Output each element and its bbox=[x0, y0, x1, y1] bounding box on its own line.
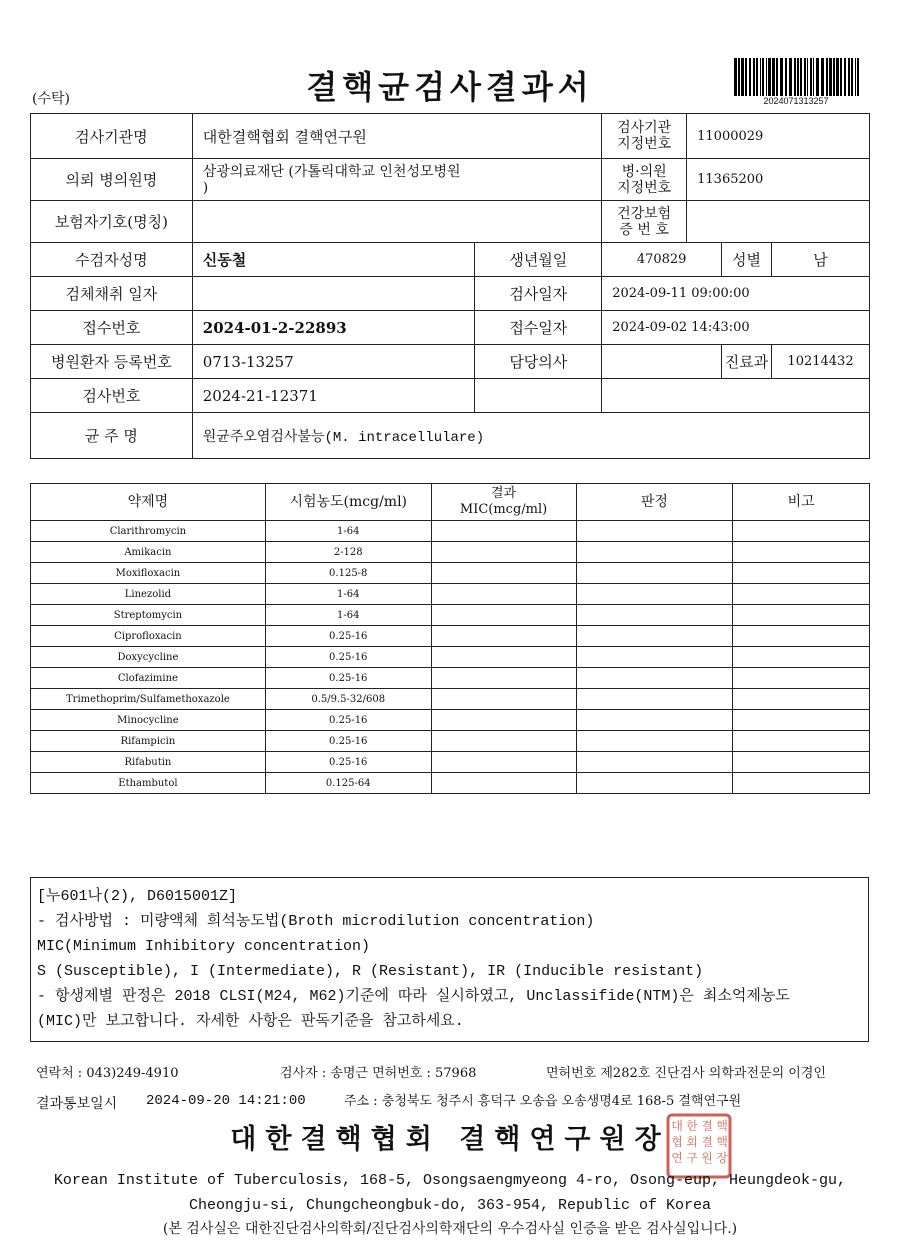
barcode-bar bbox=[785, 58, 787, 96]
seal-glyph: 원 bbox=[701, 1151, 713, 1165]
test-concentration: 1-64 bbox=[265, 521, 431, 542]
table-row bbox=[31, 542, 870, 563]
judgement bbox=[576, 710, 733, 731]
seal-glyph: 한 bbox=[686, 1119, 698, 1133]
remark bbox=[733, 626, 870, 647]
hospital-id-label: 병·의원 지정번호 bbox=[602, 159, 687, 201]
species-label: 균 주 명 bbox=[31, 413, 193, 459]
lab-id: 11000029 bbox=[687, 114, 870, 159]
barcode-bar bbox=[794, 58, 796, 96]
insured-value bbox=[192, 201, 601, 243]
remark bbox=[733, 710, 870, 731]
lab-id-label: 검사기관 지정번호 bbox=[602, 114, 687, 159]
barcode-bar bbox=[772, 58, 775, 96]
registration-number: 0713-13257 bbox=[192, 345, 475, 379]
barcode-bar bbox=[833, 58, 835, 96]
barcode-bar bbox=[776, 58, 778, 96]
barcode-bar bbox=[734, 58, 737, 96]
seal-glyph: 회 bbox=[686, 1135, 698, 1149]
drug-name: Clofazimine bbox=[31, 668, 266, 689]
remark bbox=[733, 647, 870, 668]
test-concentration: 0.125-8 bbox=[265, 563, 431, 584]
barcode-bar bbox=[766, 58, 767, 96]
table-row bbox=[31, 710, 870, 731]
doctor-label: 담당의사 bbox=[475, 345, 602, 379]
remark bbox=[733, 731, 870, 752]
drug-name: Doxycycline bbox=[31, 647, 266, 668]
mic-result bbox=[431, 773, 576, 794]
concentration-header: 시험농도(mcg/ml) bbox=[265, 484, 431, 521]
test-date-label: 검사일자 bbox=[475, 277, 602, 311]
judgement bbox=[576, 563, 733, 584]
barcode-bar bbox=[749, 58, 751, 96]
drug-name: Trimethoprim/Sulfamethoxazole bbox=[31, 689, 266, 710]
mic-result bbox=[431, 563, 576, 584]
drug-name: Amikacin bbox=[31, 542, 266, 563]
judgement bbox=[576, 689, 733, 710]
tester: 검사자 : 송명근 면허번호 : 57968 bbox=[280, 1066, 477, 1081]
barcode-bar bbox=[836, 58, 839, 96]
mic-result bbox=[431, 668, 576, 689]
test-concentration: 0.25-16 bbox=[265, 752, 431, 773]
receipt-number: 2024-01-2-22893 bbox=[192, 311, 475, 345]
barcode-bar bbox=[855, 58, 856, 96]
remark bbox=[733, 542, 870, 563]
barcode-bar bbox=[857, 58, 859, 96]
mic-result bbox=[431, 605, 576, 626]
report-time-label: 결과통보일시 bbox=[36, 1096, 118, 1112]
note-line: MIC(Minimum Inhibitory concentration) bbox=[37, 938, 371, 955]
seal-glyph: 대 bbox=[671, 1119, 683, 1133]
judgement bbox=[576, 626, 733, 647]
barcode-bar bbox=[780, 58, 783, 96]
seal-glyph: 핵 bbox=[716, 1135, 728, 1149]
note-line: [누601나(2), D6015001Z] bbox=[37, 888, 238, 905]
test-number: 2024-21-12371 bbox=[192, 379, 475, 413]
note-line: - 항생제별 판정은 2018 CLSI(M24, M62)기준에 따라 실시하였고, Unclassifide(NTM)은 최소억제농도 bbox=[37, 988, 790, 1005]
test-concentration: 0.25-16 bbox=[265, 647, 431, 668]
barcode-bar bbox=[826, 58, 828, 96]
remark bbox=[733, 605, 870, 626]
patient-info-table bbox=[30, 113, 870, 459]
organization-title: 대한결핵협회 결핵연구원장 bbox=[230, 1124, 670, 1155]
seal-glyph: 결 bbox=[701, 1119, 713, 1133]
judgement bbox=[576, 773, 733, 794]
table-row bbox=[31, 731, 870, 752]
judgement bbox=[576, 668, 733, 689]
patient-name-label: 수검자성명 bbox=[31, 243, 193, 277]
english-address-line1: Korean Institute of Tuberculosis, 168-5, Osongsaengmyeong 4-ro, Osong-eup, Heungdeok-gu, bbox=[53, 1172, 847, 1189]
barcode-bar bbox=[762, 58, 764, 96]
lab-name-label: 검사기관명 bbox=[31, 114, 193, 159]
collection-date-label: 검체채취 일자 bbox=[31, 277, 193, 311]
drug-name: Rifabutin bbox=[31, 752, 266, 773]
test-concentration: 1-64 bbox=[265, 605, 431, 626]
barcode-bar bbox=[816, 58, 819, 96]
department-label: 진료과 bbox=[722, 345, 772, 379]
judgement bbox=[576, 605, 733, 626]
judgement bbox=[576, 752, 733, 773]
table-row bbox=[31, 647, 870, 668]
drug-name: Streptomycin bbox=[31, 605, 266, 626]
table-row bbox=[31, 689, 870, 710]
sex-label: 성별 bbox=[722, 243, 772, 277]
registration-label: 병원환자 등록번호 bbox=[31, 345, 193, 379]
table-row bbox=[31, 563, 870, 584]
remark bbox=[733, 773, 870, 794]
lab-name: 대한결핵협회 결핵연구원 bbox=[192, 114, 601, 159]
specialist: 면허번호 제282호 진단검사 의학과전문의 이경인 bbox=[546, 1066, 826, 1081]
test-concentration: 0.25-16 bbox=[265, 668, 431, 689]
test-concentration: 0.25-16 bbox=[265, 626, 431, 647]
test-concentration: 0.5/9.5-32/608 bbox=[265, 689, 431, 710]
collection-date bbox=[192, 277, 475, 311]
empty-cell bbox=[602, 379, 870, 413]
mic-result bbox=[431, 752, 576, 773]
table-row bbox=[31, 773, 870, 794]
method-notes bbox=[30, 877, 869, 1042]
hospital-label: 의뢰 병의원명 bbox=[31, 159, 193, 201]
table-row bbox=[31, 752, 870, 773]
mic-result bbox=[431, 710, 576, 731]
remark bbox=[733, 752, 870, 773]
judgement bbox=[576, 731, 733, 752]
test-concentration: 1-64 bbox=[265, 584, 431, 605]
drug-name: Minocycline bbox=[31, 710, 266, 731]
certification-note: (본 검사실은 대한진단검사의학회/진단검사의학재단의 우수검사실 인증을 받은 검사실입니다.) bbox=[162, 1221, 738, 1237]
copy-label: (수탁) bbox=[32, 91, 70, 107]
drug-header: 약제명 bbox=[31, 484, 266, 521]
english-address-line2: Cheongju-si, Chungcheongbuk-do, 363-954, Republic of Korea bbox=[188, 1197, 712, 1214]
drug-name: Rifampicin bbox=[31, 731, 266, 752]
table-row bbox=[31, 584, 870, 605]
mic-result bbox=[431, 689, 576, 710]
note-line: S (Susceptible), I (Intermediate), R (Resistant), IR (Inducible resistant) bbox=[37, 963, 704, 980]
department-value: 10214432 bbox=[772, 345, 870, 379]
seal-glyph: 연 bbox=[671, 1151, 683, 1165]
receipt-date: 2024-09-02 14:43:00 bbox=[602, 311, 870, 345]
barcode-bar bbox=[797, 58, 799, 96]
barcode-bar bbox=[813, 58, 814, 96]
mic-result bbox=[431, 521, 576, 542]
note-line: (MIC)만 보고합니다. 자세한 사항은 판독기준을 참고하세요. bbox=[37, 1013, 464, 1030]
barcode-bar bbox=[851, 58, 853, 96]
table-row bbox=[31, 521, 870, 542]
official-seal bbox=[665, 1112, 733, 1180]
barcode-bar bbox=[760, 58, 761, 96]
remark bbox=[733, 521, 870, 542]
table-row bbox=[31, 605, 870, 626]
barcode-bar bbox=[789, 58, 792, 96]
table-row bbox=[31, 626, 870, 647]
hospital-id: 11365200 bbox=[687, 159, 870, 201]
remark bbox=[733, 668, 870, 689]
drug-name: Linezolid bbox=[31, 584, 266, 605]
report-time: 2024-09-20 14:21:00 bbox=[146, 1093, 306, 1109]
contact: 연락처 : 043)249-4910 bbox=[36, 1066, 179, 1081]
barcode-bar bbox=[745, 58, 747, 96]
document-title: 결핵균검사결과서 bbox=[306, 68, 594, 106]
health-insurance-label: 건강보험 증 번 호 bbox=[602, 201, 687, 243]
barcode-bar bbox=[800, 58, 802, 96]
barcode-bar bbox=[848, 58, 850, 96]
empty-cell bbox=[475, 379, 602, 413]
test-concentration: 0.25-16 bbox=[265, 710, 431, 731]
remark bbox=[733, 689, 870, 710]
seal-glyph: 구 bbox=[686, 1151, 698, 1165]
judgement bbox=[576, 521, 733, 542]
note-line: - 검사방법 : 미량액체 희석농도법(Broth microdilution concentration) bbox=[37, 913, 595, 930]
judgement bbox=[576, 647, 733, 668]
health-insurance-value bbox=[687, 201, 870, 243]
seal-glyph: 핵 bbox=[716, 1119, 728, 1133]
remark-header: 비고 bbox=[733, 484, 870, 521]
doctor-value bbox=[602, 345, 722, 379]
barcode-bar bbox=[829, 58, 832, 96]
drug-name: Moxifloxacin bbox=[31, 563, 266, 584]
test-concentration: 2-128 bbox=[265, 542, 431, 563]
barcode bbox=[732, 58, 860, 96]
remark bbox=[733, 584, 870, 605]
judgement bbox=[576, 584, 733, 605]
barcode-bar bbox=[741, 58, 744, 96]
table-row bbox=[31, 668, 870, 689]
mic-header: 결과 MIC(mcg/ml) bbox=[431, 484, 576, 521]
seal-glyph: 장 bbox=[716, 1151, 728, 1165]
barcode-bar bbox=[821, 58, 824, 96]
barcode-bar bbox=[807, 58, 808, 96]
remark bbox=[733, 563, 870, 584]
drug-name: Clarithromycin bbox=[31, 521, 266, 542]
judgement-header: 판정 bbox=[576, 484, 733, 521]
barcode-bar bbox=[840, 58, 842, 96]
test-concentration: 0.125-64 bbox=[265, 773, 431, 794]
barcode-bar bbox=[844, 58, 846, 96]
test-date: 2024-09-11 09:00:00 bbox=[602, 277, 870, 311]
mic-result bbox=[431, 626, 576, 647]
drug-name: Ciprofloxacin bbox=[31, 626, 266, 647]
receipt-number-label: 접수번호 bbox=[31, 311, 193, 345]
sex-value: 남 bbox=[772, 243, 870, 277]
insured-label: 보험자기호(명칭) bbox=[31, 201, 193, 243]
mic-result bbox=[431, 647, 576, 668]
mic-result bbox=[431, 584, 576, 605]
barcode-bar bbox=[810, 58, 812, 96]
barcode-bar bbox=[804, 58, 806, 96]
barcode-bar bbox=[738, 58, 740, 96]
test-concentration: 0.25-16 bbox=[265, 731, 431, 752]
mic-result bbox=[431, 542, 576, 563]
barcode-number: 2024071313257 bbox=[763, 96, 829, 106]
seal-glyph: 협 bbox=[671, 1135, 683, 1149]
drug-table bbox=[30, 483, 870, 794]
hospital-name: 삼광의료재단 (가톨릭대학교 인천성모병원 ) bbox=[192, 159, 601, 201]
dob-value: 470829 bbox=[602, 243, 722, 277]
species-name: 원균주오염검사불능(M. intracellulare) bbox=[192, 413, 869, 459]
seal-glyph: 결 bbox=[701, 1135, 713, 1149]
barcode-bar bbox=[768, 58, 771, 96]
barcode-bar bbox=[756, 58, 758, 96]
address: 주소 : 충청북도 청주시 흥덕구 오송읍 오송생명4로 168-5 결핵연구원 bbox=[344, 1094, 742, 1109]
test-number-label: 검사번호 bbox=[31, 379, 193, 413]
barcode-bar bbox=[753, 58, 755, 96]
dob-label: 생년월일 bbox=[475, 243, 602, 277]
receipt-date-label: 접수일자 bbox=[475, 311, 602, 345]
patient-name: 신동철 bbox=[192, 243, 475, 277]
mic-result bbox=[431, 731, 576, 752]
judgement bbox=[576, 542, 733, 563]
drug-name: Ethambutol bbox=[31, 773, 266, 794]
